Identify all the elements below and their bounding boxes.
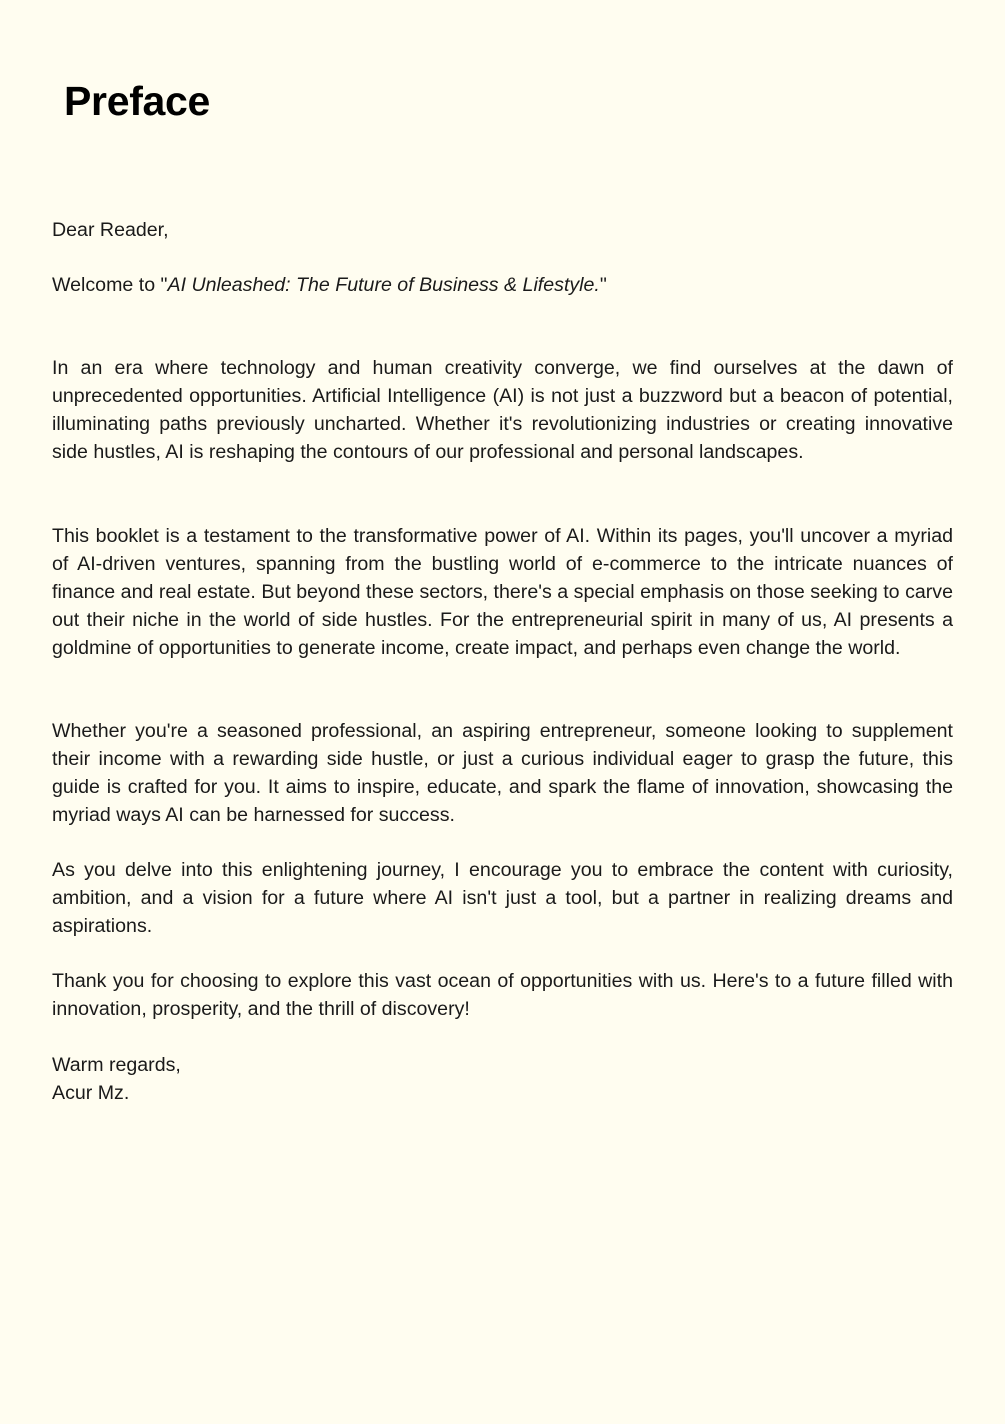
paragraph-3: Whether you're a seasoned professional, an aspiring entrepreneur, someone looking to supplement their income with a rewarding side hustle, or just a curious individual eager to grasp the future, this guide is crafted for you. It aims to inspire, educate, and spark the flame of innovation, showcasing the myriad ways AI can be harnessed for success. <box>52 720 953 826</box>
welcome-line <box>52 271 953 299</box>
paragraph-4: As you delve into this enlightening journey, I encourage you to embrace the content with curiosity, ambition, and a vision for a future where AI isn't just a tool, but a partner in realizing dreams and aspirations. <box>52 859 953 937</box>
welcome-suffix: " <box>599 274 607 296</box>
paragraph-5: Thank you for choosing to explore this vast ocean of opportunities with us. Here's to a future filled with innovation, prosperity, and the thrill of discovery! <box>52 970 953 1020</box>
welcome-prefix: Welcome to " <box>52 274 168 296</box>
signature: Acur Mz. <box>52 1082 130 1104</box>
paragraph-2: This booklet is a testament to the transformative power of AI. Within its pages, you'll uncover a myriad of AI-driven ventures, spanning from the bustling world of e-commerce to the intricate nuances of finance and real estate. But beyond these sectors, there's a special emphasis on those seeking to carve out their niche in the world of side hustles. For the entrepreneurial spirit in many of us, AI presents a goldmine of opportunities to generate income, create impact, and perhaps even change the world. <box>52 525 953 659</box>
closing: Warm regards, <box>52 1054 181 1076</box>
book-title: AI Unleashed: The Future of Business & Lifestyle. <box>167 274 600 296</box>
page-title: Preface <box>64 78 211 124</box>
paragraph-1: In an era where technology and human creativity converge, we find ourselves at the dawn of unprecedented opportunities. Artificial Intelligence (AI) is not just a buzzword but a beacon of potential, illuminating paths previously uncharted. Whether it's revolutionizing industries or creating innovative side hustles, AI is reshaping the contours of our professional and personal landscapes. <box>52 357 953 463</box>
salutation: Dear Reader, <box>52 219 169 241</box>
